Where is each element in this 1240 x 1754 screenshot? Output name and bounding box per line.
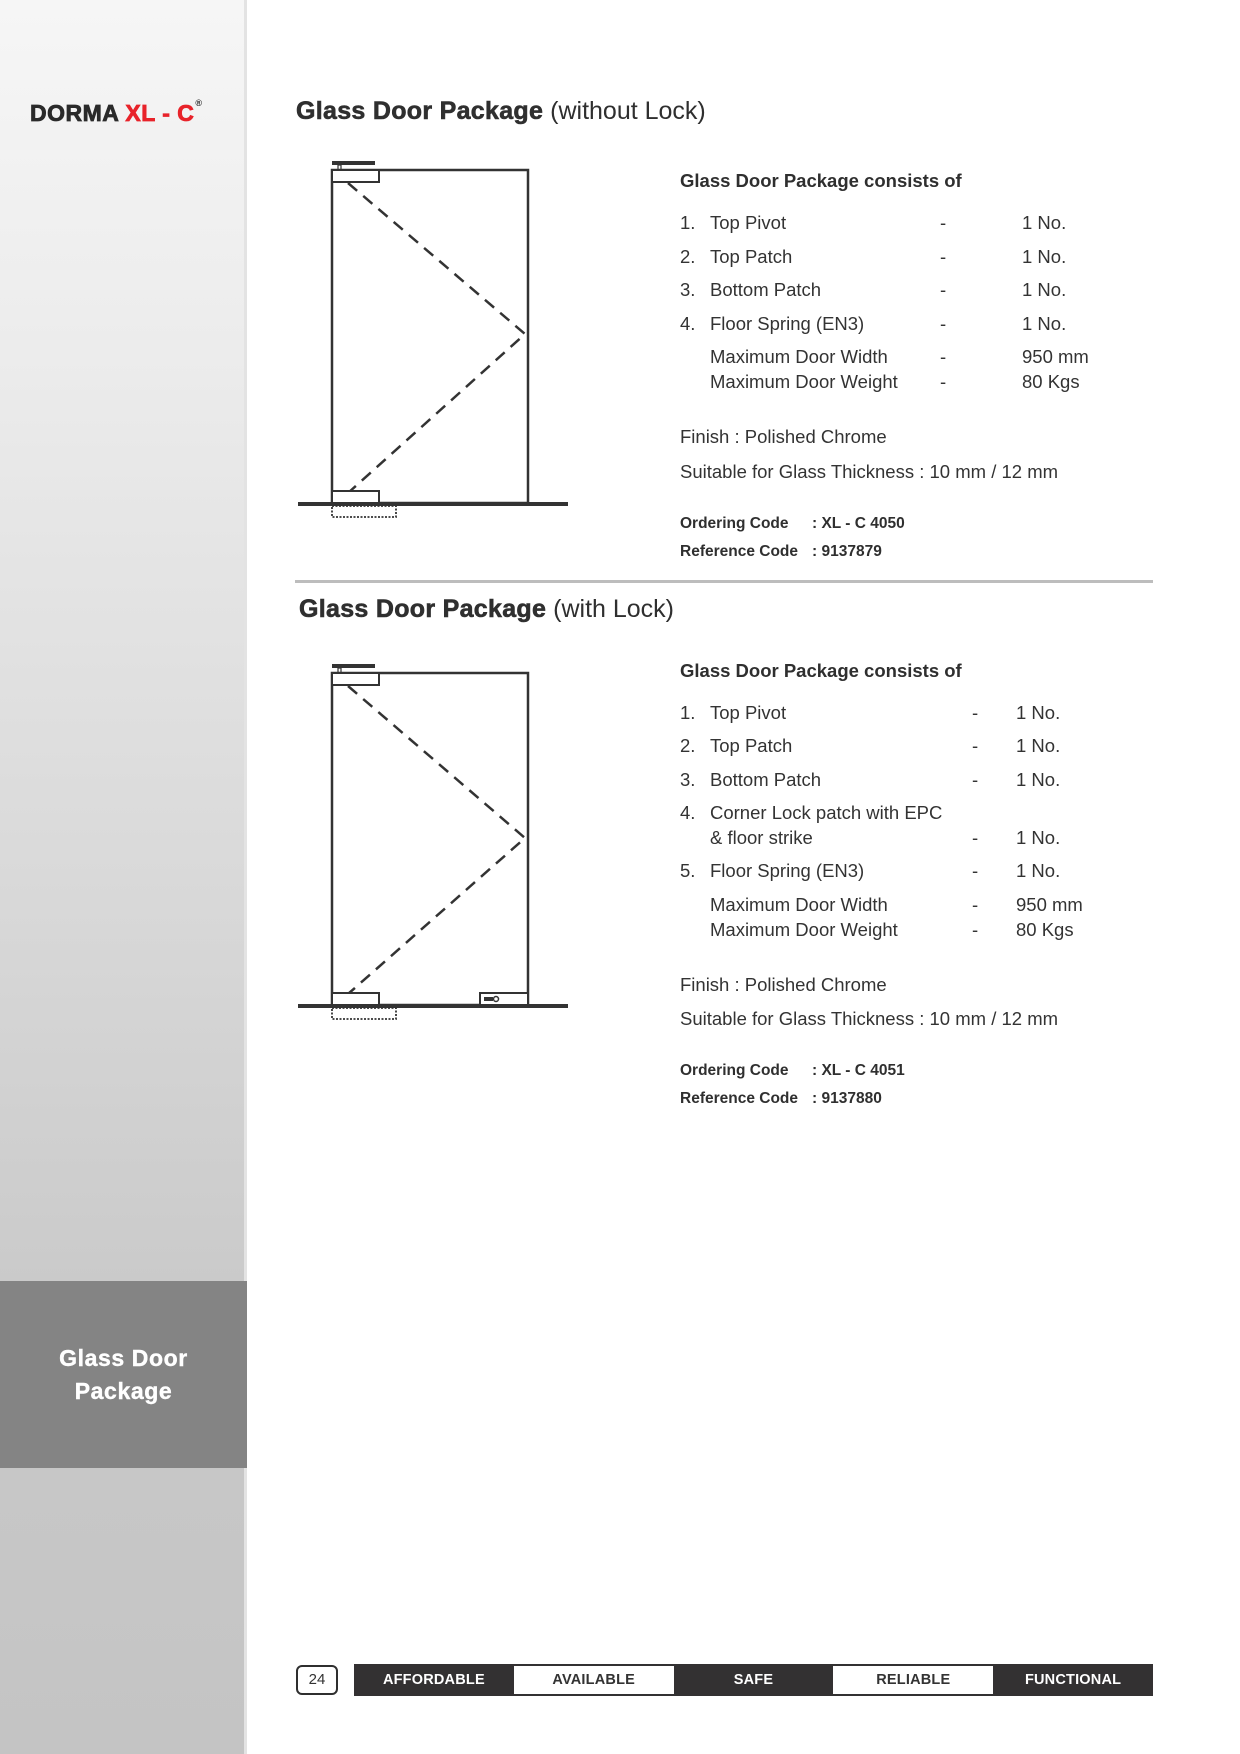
limit-name: Maximum Door Weight <box>710 919 898 940</box>
glass-door-panel <box>332 673 528 1005</box>
ordering-code <box>680 515 905 533</box>
item-number: 3. <box>680 769 696 790</box>
bottom-patch <box>332 993 379 1005</box>
item-quantity: 1 No. <box>1016 827 1061 848</box>
tag-safe: SAFE <box>733 1672 774 1688</box>
item-separator: - <box>940 313 947 334</box>
glass-door-panel <box>332 170 528 503</box>
item-name: Floor Spring (EN3) <box>710 313 865 334</box>
limit-value: 80 Kgs <box>1016 919 1074 940</box>
bottom-patch <box>332 491 379 503</box>
limit-separator: - <box>940 346 947 367</box>
brand-logo <box>30 100 203 127</box>
item-name: Corner Lock patch with EPC <box>710 802 943 823</box>
item-separator: - <box>972 735 979 756</box>
item-number: 2. <box>680 735 696 756</box>
floor-spring <box>332 506 396 517</box>
item-number: 3. <box>680 279 696 300</box>
item-name: Bottom Patch <box>710 769 822 790</box>
registered-mark: ® <box>195 98 203 108</box>
sidebar-section-label: Glass Door Package <box>59 1344 188 1404</box>
ordering-code-value: : XL - C 4050 <box>812 515 905 532</box>
tag-functional: FUNCTIONAL <box>1024 1672 1122 1688</box>
glass-thickness-text: Suitable for Glass Thickness : 10 mm / 12 mm <box>680 461 1059 482</box>
item-name: Top Patch <box>710 735 793 756</box>
consists-heading: Glass Door Package consists of <box>680 660 962 681</box>
reference-code-label: Reference Code <box>680 1090 799 1107</box>
item-quantity: 1 No. <box>1022 313 1067 334</box>
section-title-qualifier: (with Lock) <box>553 595 675 623</box>
logo-model-name: XL - C <box>125 100 195 126</box>
item-quantity: 1 No. <box>1022 212 1067 233</box>
swing-indicator-line <box>348 686 525 994</box>
reference-code <box>680 1090 882 1108</box>
reference-code <box>680 543 882 561</box>
item-number: 2. <box>680 246 696 267</box>
page-number: 24 <box>296 1665 338 1695</box>
door-diagram-without-lock <box>290 160 580 530</box>
limit-separator: - <box>972 894 979 915</box>
item-separator: - <box>940 246 947 267</box>
item-number: 4. <box>680 802 696 823</box>
item-separator: - <box>972 860 979 881</box>
ordering-code-value: : XL - C 4051 <box>812 1062 905 1079</box>
item-name: Floor Spring (EN3) <box>710 860 865 881</box>
section-title-qualifier: (without Lock) <box>550 97 706 125</box>
finish-text: Finish : Polished Chrome <box>680 426 887 447</box>
spec-block-without-lock <box>680 170 1140 570</box>
sidebar-edge <box>244 0 247 1754</box>
finish-text: Finish : Polished Chrome <box>680 974 887 995</box>
limit-separator: - <box>940 371 947 392</box>
sidebar-section-tab <box>0 1281 247 1468</box>
item-number: 1. <box>680 702 696 723</box>
glass-thickness-text: Suitable for Glass Thickness : 10 mm / 12 mm <box>680 1008 1059 1029</box>
floor-spring <box>332 1008 396 1019</box>
item-number: 4. <box>680 313 696 334</box>
section-divider <box>295 580 1153 583</box>
item-name: Top Pivot <box>710 212 787 233</box>
consists-heading: Glass Door Package consists of <box>680 170 962 191</box>
section-title-bold: Glass Door Package <box>296 97 544 125</box>
item-separator: - <box>940 212 947 233</box>
item-number: 1. <box>680 212 696 233</box>
limit-separator: - <box>972 919 979 940</box>
top-patch <box>332 170 379 182</box>
tagline-bar <box>354 1664 1153 1696</box>
limit-name: Maximum Door Width <box>710 346 888 367</box>
reference-code-value: : 9137880 <box>812 1090 882 1107</box>
logo-brand-name: DORMA <box>30 100 120 126</box>
spec-block-with-lock <box>680 660 1140 1120</box>
tag-available: AVAILABLE <box>514 1666 674 1694</box>
section-title-without-lock <box>296 97 706 126</box>
limit-name: Maximum Door Width <box>710 894 888 915</box>
item-quantity: 1 No. <box>1016 769 1061 790</box>
item-quantity: 1 No. <box>1016 735 1061 756</box>
reference-code-value: : 9137879 <box>812 543 882 560</box>
item-quantity: 1 No. <box>1016 860 1061 881</box>
ordering-code <box>680 1062 905 1080</box>
tag-reliable: RELIABLE <box>833 1666 993 1694</box>
limit-value: 950 mm <box>1016 894 1083 915</box>
lock-cylinder <box>484 997 493 1001</box>
item-quantity: 1 No. <box>1022 246 1067 267</box>
item-separator: - <box>972 702 979 723</box>
item-separator: - <box>972 827 979 848</box>
ordering-code-label: Ordering Code <box>680 1062 789 1079</box>
tag-affordable: AFFORDABLE <box>382 1672 485 1688</box>
limit-value: 80 Kgs <box>1022 371 1080 392</box>
item-name: Top Patch <box>710 246 793 267</box>
item-separator: - <box>940 279 947 300</box>
limit-name: Maximum Door Weight <box>710 371 898 392</box>
item-name: Top Pivot <box>710 702 787 723</box>
section-title-bold: Glass Door Package <box>299 595 547 623</box>
item-number: 5. <box>680 860 696 881</box>
limit-value: 950 mm <box>1022 346 1089 367</box>
reference-code-label: Reference Code <box>680 543 799 560</box>
top-patch <box>332 673 379 685</box>
item-name-continued: & floor strike <box>710 827 813 848</box>
sidebar <box>0 0 247 1754</box>
swing-indicator-line <box>348 183 525 493</box>
section-title-with-lock <box>299 595 674 624</box>
item-quantity: 1 No. <box>1016 702 1061 723</box>
ordering-code-label: Ordering Code <box>680 515 789 532</box>
item-separator: - <box>972 769 979 790</box>
door-diagram-with-lock <box>290 660 580 1030</box>
item-quantity: 1 No. <box>1022 279 1067 300</box>
item-name: Bottom Patch <box>710 279 822 300</box>
